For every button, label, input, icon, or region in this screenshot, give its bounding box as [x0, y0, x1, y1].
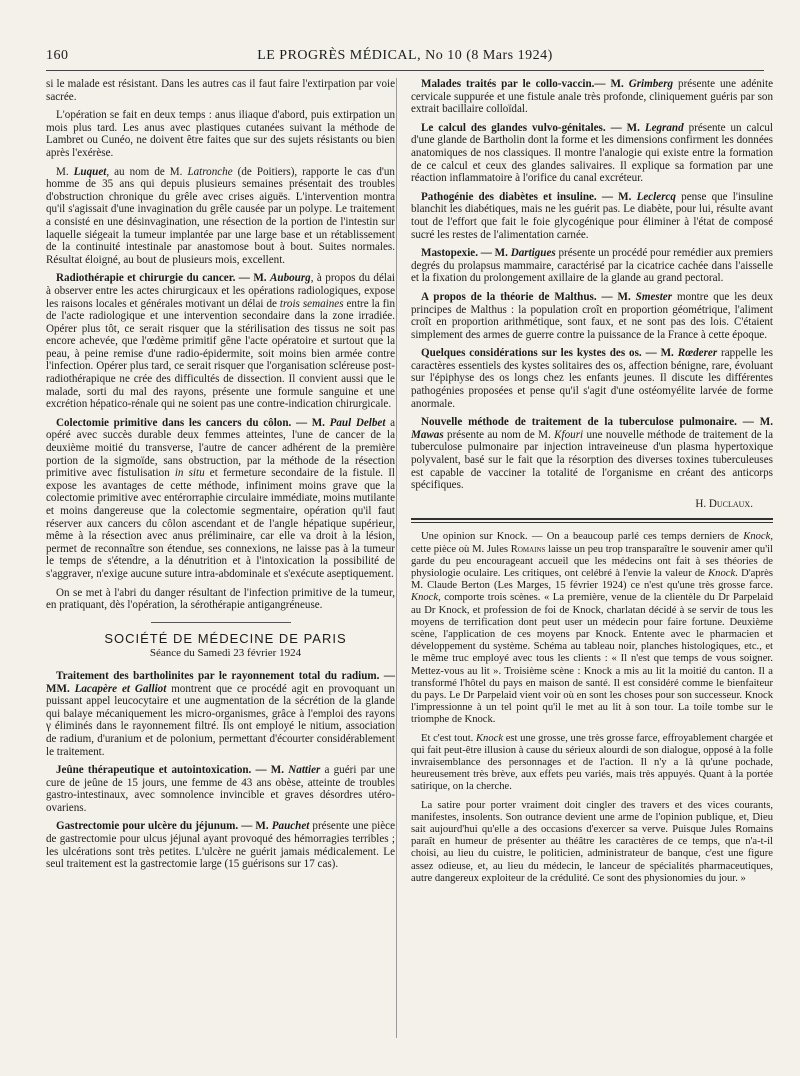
- author-name: Mawas: [411, 428, 444, 441]
- author-name: Latronche: [187, 165, 233, 178]
- author-name: Legrand: [644, 121, 684, 134]
- author-name: Grimberg: [628, 78, 674, 90]
- author-name: Pauchet: [271, 820, 310, 833]
- author-name: Luquet: [73, 165, 107, 178]
- paragraph: L'opération se fait en deux temps : anus iliaque d'abord, puis extirpation un mois plus tard. Les anus avec plastiques cutanées suivant la méthode de Lambret ou Cunéo, ne doivent être faites que sur des sujets résistants ou bien après l'exérèse.: [46, 109, 395, 159]
- page-number: 160: [46, 48, 69, 63]
- section-title: SOCIÉTÉ DE MÉDECINE DE PARIS: [104, 630, 347, 646]
- author-name: Nattier: [288, 764, 321, 777]
- signature: H. Duclaux.: [695, 497, 753, 510]
- paragraph: Quelques considérations sur les kystes des os. — M. Rœderer rappelle les caractères essentiels des kystes solitaires des os, affection bénigne, rare, évoluant sur l'épiphyse des os longs chez les enfants jeunes. Il discute les différentes pathogénies proposées et pense qu'il s'agit d'une ostéomyélite larvée de forme anormale.: [411, 347, 773, 410]
- paragraph: Malades traités par le collo-vaccin.— M. Grimberg présente une adénite cervicale suppurée et une fistule anale très profonde, cliniquement guéris par son extrait bacillaire colloïdal.: [411, 78, 773, 116]
- paragraph: La satire pour porter vraiment doit cingler des travers et des vices courants, manifestes, insolents. Son outrance devient une arme de l'opinion publique, et, Dieu sait aujourd'hui qu'elle a des occasions d'exercer sa verve. Puisque Jules Romains paraît en humeur de présenter au théâtre les caractères de ce temps, que n'a-t-il choisi, au lieu du cuistre, le politicien, administrateur de banque, c'est une figure assez odieuse, et, au lieu du médecin, le lanceur de spécialités pharmaceutiques, autre dangereux exploiteur de la crédulité. Ce sont des physionomies du jour. »: [411, 799, 773, 884]
- section-subtitle: Séance du Samedi 23 février 1924: [149, 647, 302, 660]
- author-name: Dartigues: [510, 247, 556, 260]
- author-name: Smester: [635, 290, 673, 303]
- paragraph: Gastrectomie pour ulcère du jéjunum. — M. Pauchet présente une pièce de gastrectomie pour ulcus jéjunal ayant provoqué des hémorragies terribles ; les ulcérations sont très petites. L'ulcère ne guérit jamais médicalement. Le seul traitement est la gastrectomie large (15 guérisons sur 17 cas).: [46, 820, 395, 871]
- paragraph: Colectomie primitive dans les cancers du côlon. — M. Paul Delbet a opéré avec succès durable deux femmes atteintes, l'une de cancer de la deuxième moitié du transverse, l'autre de cancer adhérent de la première portion de la sigmoïde, sans obstruction, par la méthode de la résection primitive avec fistulisation in situ et fermeture secondaire de la fistule. Il expose les avantages de cette méthode, infiniment moins grave que la colectomie primitive avec entérorraphie circulaire immédiate, moins mutilante et moins dangereuse que la colectomie segmentaire, opération qu'il faut réserver aux cancers du côlon ascendant et de l'angle hépatique supérieur, même à la résection avec anus préliminaire, car elle va droit à la lésion, permet de reconnaître son étendue, ses connexions, ne laisse pas à la tumeur le temps de s'étendre, a la dénutrition et à l'intoxication la possibilité de s'aggraver, n'exige aucune suture intra-abdominale et s'exécute aseptiquement.: [46, 416, 396, 580]
- paragraph: Mastopexie. — M. Dartigues présente un procédé pour remédier aux premiers degrés du prolapsus mammaire, caractérisé par la cicatrice cachée dans l'aisselle et la fixation du prolongement axillaire de la glande au grand pectoral.: [411, 247, 773, 285]
- paragraph: M. Luquet, au nom de M. Latronche (de Poitiers), rapporte le cas d'un homme de 35 ans qui depuis plusieurs semaines présentait des troubles d'obstruction chronique du grêle avec crises aiguës. L'intervention montra qu'il s'agissait d'une invagination du grêle causée par un polype. Le traitement a consisté en une désinvagination, une résection de la portion de l'intestin sur laquelle siégeait la tumeur implantée par une large base et un rétablissement de la continuité intestinale par anastomose bout à bout. Suites normales. Résultat éloigné, au bout de plusieurs mois, excellent.: [46, 165, 395, 266]
- paragraph: si le malade est résistant. Dans les autres cas il faut faire l'extirpation par voie sacrée.: [46, 78, 395, 103]
- page-header: [46, 46, 764, 71]
- paragraph: A propos de la théorie de Malthus. — M. Smester montre que les deux principes de Malthus : la population croît en proportion géométrique, l'aliment croît en proportion arithmétique, sont faux, et ne sont pas des lois. C'étaient simplement des armes de guerre contre la puissance de la France à cette époque.: [411, 290, 773, 341]
- paragraph: Radiothérapie et chirurgie du cancer. — M. Aubourg, à propos du délai à observer entre les actes chirurgicaux et les opérations radiologiques, expose les raisons locales et générales motivant un délai de trois semaines entre la fin de l'acte radiologique et une intervention secondaire dans la zone irradiée. Opérer plus tôt, ce serait risquer que la stérilisation des tissus ne soit pas encore achevée, que l'œdème primitif gêne l'acte opératoire et surtout que la peau, à peine remise d'une radio-épidermite, soit moins bien armée contre l'infection. Opérer plus tard, ce serait risquer que l'organisation scléreuse post-radiothérapique ne crée des difficultés de dissection. Il convient aussi que le malade, sorti du mal des rayons, présente une formule sanguine et une excrétion hépatico-rénale qui ne soient pas une contre-indication chirurgicale.: [46, 272, 395, 411]
- paragraph: Une opinion sur Knock. — On a beaucoup parlé ces temps derniers de Knock, cette pièce où M. Jules Romains laisse un peu trop transparaître le souvenir amer qu'il garde du peu encourageant accueil que les médecins ont fait à ses théories de physiologie oculaire. Les critiques, ont celébré à l'envie la valeur de Knock. D'après M. Claude Berton (Les Marges, 15 février 1924) ce n'est qu'une très grosse farce. Knock, comporte trois scènes. « La première, venue de la clientèle du Dr Parpelaid au Dr Knock, et profession de foi de Knock, charlatan décidé à se servir de tous les moyens de terrification dont peut user un médecin pour faire fortune. Deuxième scène, l'application de ces moyens par Knock. Entente avec le pharmacien et développement du système. Schéma au tableau noir, planches histologiques, etc., et le même truc employé avec tous les clients : « Il n'est que temps de vous soigner. Mettez-vous au lit ». Troisième scène : Knock a mis au lit la moitié du canton. Il a transformé l'hôtel du pays en maison de santé. Il est considéré comme le bienfaiteur du pays. Le Dr Parpelaid vient voir où en sont les choses pour son successeur. Knock l'impressionne à un tel point qu'il le met au lit à son tour. La toile tombe sur le triomphe de Knock.: [411, 531, 773, 726]
- paragraph: Pathogénie des diabètes et insuline. — M. Leclercq pense que l'insuline blanchit les diabétiques, mais ne les guérit pas. Le diabète, pour lui, résulte avant tout de l'effort que fait le foie glycogénique pour éliminer à l'état de composé sucré les restes de l'alimentation carnée.: [411, 190, 773, 241]
- paragraph: Nouvelle méthode de traitement de la tuberculose pulmonaire. — M. Mawas présente au nom de M. Kfouri une nouvelle méthode de traitement de la tuberculose pulmonaire par injection intraveineuse d'un plasma hypertoxique polyvalent, basé sur le fait que la résorption des diverses toxines tuberculeuses est capable de vacciner la totalité de l'organisme en créant des anticorps spécifiques.: [411, 416, 774, 492]
- paragraph: Traitement des bartholinites par le rayonnement total du radium. — MM. Lacapère et Galliot montrent que ce procédé agit en provoquant un puissant appel leucocytaire et une augmentation de la sécrétion de la glande qui balaye mécaniquement les micro-organismes, grâce à l'emploi des rayons γ éliminés dans le rayonnement filtré. Ils ont employé le nitium, association de radium, d'uranium et de polonium, permettant d'écourter considérablement le traitement.: [46, 669, 395, 758]
- paragraph: Jeûne thérapeutique et autointoxication. — M. Nattier a guéri par une cure de jeûne de 15 jours, une femme de 43 ans obèse, atteinte de troubles gastro-intestinaux, avec somnolence invincible et graves désordres utéro-ovariens.: [46, 764, 396, 814]
- journal-title: LE PROGRÈS MÉDICAL, No 10 (8 Mars 1924): [257, 48, 553, 63]
- author-name: Lacapère et Galliot: [74, 682, 167, 695]
- paragraph: On se met à l'abri du danger résultant de l'infection primitive de la tumeur, en pratiquant, dès l'opération, la sérothérapie antigangréneuse.: [46, 586, 395, 612]
- left-column: [46, 78, 395, 877]
- right-column: [396, 78, 773, 1038]
- author-name: Leclercq: [636, 190, 676, 203]
- paragraph: Et c'est tout. Knock est une grosse, une très grosse farce, effroyablement chargée et qui fait peut-être illusion à cause du sérieux alourdi de son dialogue, opposé à la folle invraisemblance des personnages et de l'action. Il n'y a là qu'une pochade, heureusement très brève, aux effets peu variés, mais très appuyés. Quant à la portée satirique, on la cherche.: [411, 732, 773, 793]
- author-name: Aubourg: [270, 272, 311, 285]
- author-name: Paul Delbet: [329, 416, 386, 429]
- author-name: Kfouri: [554, 428, 584, 441]
- paragraph: Le calcul des glandes vulvo-génitales. — M. Legrand présente un calcul d'une glande de Bartholin dont la forme et les dimensions confirment les données anatomiques de nos classiques. Il montre l'analogie qui existe entre la formation de ce calcul et ceux des glandes salivaires. Il explique sa formation par une réaction inflammatoire à l'orifice du canal excréteur.: [411, 121, 774, 185]
- section-divider: [151, 622, 291, 623]
- author-name: Rœderer: [677, 347, 718, 360]
- double-rule: [411, 518, 773, 523]
